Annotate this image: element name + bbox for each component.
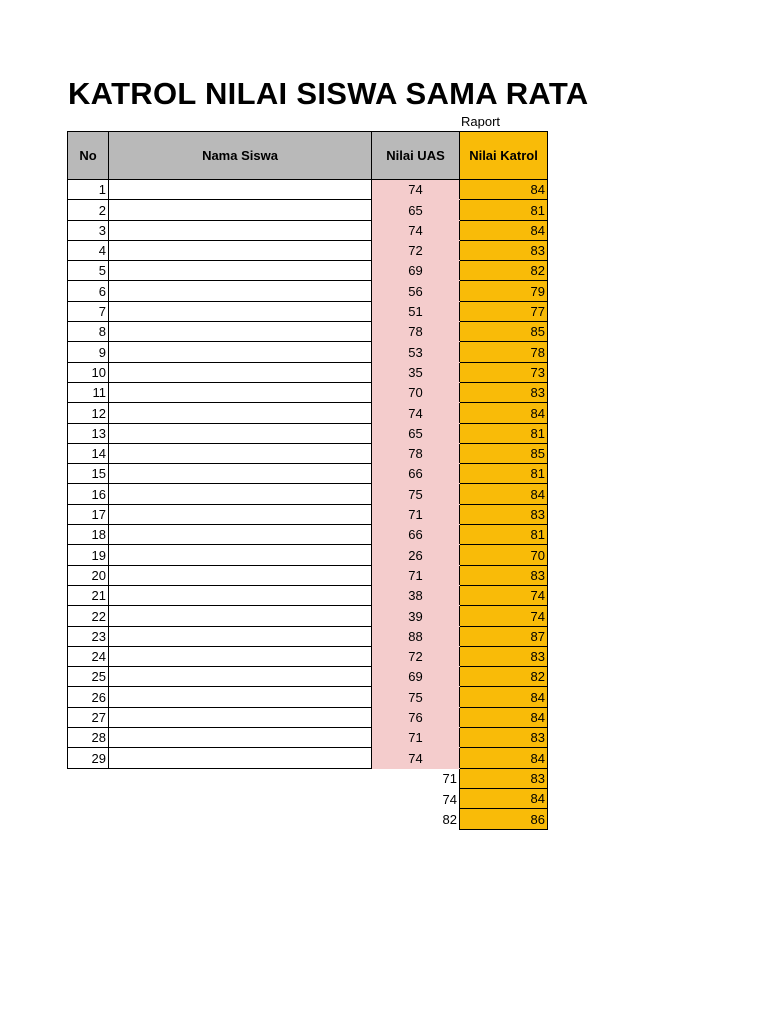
summary-nilai-katrol[interactable]: 84 <box>460 788 548 808</box>
header-nilai-uas[interactable]: Nilai UAS <box>372 132 460 180</box>
cell-nama-siswa[interactable] <box>109 585 372 605</box>
summary-nilai-katrol[interactable]: 83 <box>460 768 548 788</box>
cell-nilai-katrol[interactable]: 82 <box>460 667 548 687</box>
empty-cell[interactable] <box>68 768 109 788</box>
empty-cell[interactable] <box>109 768 372 788</box>
cell-nama-siswa[interactable] <box>109 261 372 281</box>
cell-nilai-katrol[interactable]: 83 <box>460 240 548 260</box>
cell-nama-siswa[interactable] <box>109 707 372 727</box>
table-row <box>68 484 548 504</box>
table-row <box>68 545 548 565</box>
page-title: KATROL NILAI SISWA SAMA RATA <box>68 80 589 106</box>
cell-no[interactable]: 24 <box>68 646 109 666</box>
empty-cell[interactable] <box>109 788 372 808</box>
empty-cell[interactable] <box>68 788 109 808</box>
table-row <box>68 443 548 463</box>
cell-nilai-uas[interactable]: 39 <box>372 606 460 626</box>
cell-no[interactable]: 3 <box>68 220 109 240</box>
table-row <box>68 362 548 382</box>
table-row <box>68 748 548 768</box>
cell-nama-siswa[interactable] <box>109 240 372 260</box>
cell-no[interactable]: 25 <box>68 667 109 687</box>
cell-nilai-katrol[interactable]: 84 <box>460 220 548 240</box>
cell-no[interactable]: 5 <box>68 261 109 281</box>
summary-nilai-uas[interactable]: 74 <box>442 791 457 807</box>
table-row <box>68 200 548 220</box>
table-row <box>68 728 548 748</box>
cell-no[interactable]: 16 <box>68 484 109 504</box>
cell-nilai-uas[interactable]: 56 <box>372 281 460 301</box>
cell-no[interactable]: 10 <box>68 362 109 382</box>
cell-nilai-katrol[interactable]: 81 <box>460 525 548 545</box>
cell-nilai-uas[interactable]: 74 <box>372 220 460 240</box>
summary-row <box>68 809 548 829</box>
summary-nilai-uas[interactable]: 82 <box>442 812 457 827</box>
cell-nilai-katrol[interactable]: 87 <box>460 626 548 646</box>
header-nilai-katrol[interactable]: Nilai Katrol <box>460 132 548 180</box>
cell-nilai-uas[interactable]: 70 <box>372 382 460 402</box>
cell-no[interactable]: 26 <box>68 687 109 707</box>
cell-no[interactable]: 28 <box>68 728 109 748</box>
cell-no[interactable]: 17 <box>68 504 109 524</box>
cell-nilai-uas[interactable]: 88 <box>372 626 460 646</box>
cell-nilai-katrol[interactable]: 82 <box>460 261 548 281</box>
empty-cell[interactable] <box>109 809 372 829</box>
cell-nilai-katrol[interactable]: 83 <box>460 565 548 585</box>
cell-nilai-uas[interactable]: 26 <box>372 545 460 565</box>
cell-no[interactable]: 18 <box>68 525 109 545</box>
cell-nama-siswa[interactable] <box>109 525 372 545</box>
cell-nilai-uas[interactable]: 71 <box>372 728 460 748</box>
table-row <box>68 646 548 666</box>
cell-nilai-uas[interactable]: 78 <box>372 322 460 342</box>
cell-nilai-katrol[interactable]: 74 <box>460 585 548 605</box>
table-row <box>68 525 548 545</box>
cell-nama-siswa[interactable] <box>109 200 372 220</box>
table-row <box>68 606 548 626</box>
cell-nilai-uas[interactable]: 66 <box>372 464 460 484</box>
cell-nilai-katrol[interactable]: 81 <box>460 200 548 220</box>
cell-nilai-katrol[interactable]: 85 <box>460 443 548 463</box>
cell-nama-siswa[interactable] <box>109 606 372 626</box>
cell-nilai-uas[interactable]: 66 <box>372 525 460 545</box>
summary-nilai-uas[interactable]: 71 <box>442 771 457 787</box>
cell-nilai-uas[interactable]: 65 <box>372 200 460 220</box>
cell-no[interactable]: 20 <box>68 565 109 585</box>
table-row <box>68 464 548 484</box>
cell-nilai-katrol[interactable]: 84 <box>460 707 548 727</box>
cell-no[interactable]: 11 <box>68 382 109 402</box>
cell-nilai-uas[interactable]: 69 <box>372 261 460 281</box>
cell-nama-siswa[interactable] <box>109 281 372 301</box>
cell-nilai-uas[interactable]: 74 <box>372 180 460 200</box>
cell-no[interactable]: 15 <box>68 464 109 484</box>
cell-nilai-uas[interactable]: 71 <box>372 565 460 585</box>
cell-nilai-katrol[interactable]: 78 <box>460 342 548 362</box>
table-row <box>68 707 548 727</box>
cell-nilai-katrol[interactable]: 70 <box>460 545 548 565</box>
cell-nilai-katrol[interactable]: 84 <box>460 748 548 768</box>
cell-nama-siswa[interactable] <box>109 687 372 707</box>
cell-nilai-uas[interactable]: 65 <box>372 423 460 443</box>
table-row <box>68 240 548 260</box>
cell-nilai-katrol[interactable]: 73 <box>460 362 548 382</box>
cell-nama-siswa[interactable] <box>109 342 372 362</box>
table-row <box>68 687 548 707</box>
cell-no[interactable]: 27 <box>68 707 109 727</box>
summary-row <box>68 768 548 788</box>
cell-nilai-katrol[interactable]: 79 <box>460 281 548 301</box>
grade-table <box>67 131 548 830</box>
cell-nilai-uas[interactable]: 35 <box>372 362 460 382</box>
title-clip <box>68 80 608 106</box>
cell-no[interactable]: 12 <box>68 403 109 423</box>
header-no[interactable]: No <box>68 132 109 180</box>
cell-no[interactable]: 9 <box>68 342 109 362</box>
cell-nilai-uas[interactable]: 71 <box>372 504 460 524</box>
cell-no[interactable]: 23 <box>68 626 109 646</box>
header-row <box>68 132 548 180</box>
table-row <box>68 565 548 585</box>
cell-nama-siswa[interactable] <box>109 382 372 402</box>
cell-nilai-uas[interactable]: 72 <box>372 646 460 666</box>
cell-nama-siswa[interactable] <box>109 301 372 321</box>
cell-nilai-uas[interactable]: 76 <box>372 707 460 727</box>
cell-no[interactable]: 13 <box>68 423 109 443</box>
summary-row <box>68 788 548 808</box>
summary-nilai-katrol[interactable]: 86 <box>460 809 548 829</box>
table-row <box>68 504 548 524</box>
cell-nilai-uas[interactable]: 69 <box>372 667 460 687</box>
cell-nama-siswa[interactable] <box>109 362 372 382</box>
cell-nama-siswa[interactable] <box>109 443 372 463</box>
table-row <box>68 585 548 605</box>
table-row <box>68 423 548 443</box>
cell-no[interactable]: 14 <box>68 443 109 463</box>
table-row <box>68 180 548 200</box>
cell-no[interactable]: 21 <box>68 585 109 605</box>
header-nama-siswa[interactable]: Nama Siswa <box>109 132 372 180</box>
cell-no[interactable]: 8 <box>68 322 109 342</box>
cell-nilai-uas[interactable]: 53 <box>372 342 460 362</box>
cell-no[interactable]: 7 <box>68 301 109 321</box>
cell-nama-siswa[interactable] <box>109 504 372 524</box>
cell-nama-siswa[interactable] <box>109 748 372 768</box>
cell-nilai-katrol[interactable]: 85 <box>460 322 548 342</box>
cell-no[interactable]: 19 <box>68 545 109 565</box>
cell-nama-siswa[interactable] <box>109 220 372 240</box>
table-row <box>68 322 548 342</box>
table-row <box>68 281 548 301</box>
table-row <box>68 382 548 402</box>
cell-nilai-uas[interactable]: 75 <box>372 484 460 504</box>
cell-nilai-katrol[interactable]: 84 <box>460 403 548 423</box>
table-row <box>68 342 548 362</box>
cell-nilai-katrol[interactable]: 74 <box>460 606 548 626</box>
table-row <box>68 403 548 423</box>
cell-nama-siswa[interactable] <box>109 626 372 646</box>
cell-nama-siswa[interactable] <box>109 646 372 666</box>
cell-nilai-katrol[interactable]: 83 <box>460 382 548 402</box>
raport-label: Raport <box>461 114 501 129</box>
cell-no[interactable]: 4 <box>68 240 109 260</box>
cell-nilai-uas[interactable]: 78 <box>372 443 460 463</box>
cell-nama-siswa[interactable] <box>109 403 372 423</box>
cell-nilai-uas[interactable]: 74 <box>372 403 460 423</box>
table-row <box>68 667 548 687</box>
cell-nama-siswa[interactable] <box>109 728 372 748</box>
cell-nilai-katrol[interactable]: 81 <box>460 423 548 443</box>
cell-nama-siswa[interactable] <box>109 484 372 504</box>
cell-nilai-katrol[interactable]: 84 <box>460 180 548 200</box>
cell-nilai-katrol[interactable]: 84 <box>460 687 548 707</box>
empty-cell[interactable] <box>68 809 109 829</box>
cell-nilai-uas[interactable]: 51 <box>372 301 460 321</box>
cell-nilai-katrol[interactable]: 83 <box>460 646 548 666</box>
cell-nilai-katrol[interactable]: 83 <box>460 504 548 524</box>
cell-no[interactable]: 1 <box>68 180 109 200</box>
cell-no[interactable]: 29 <box>68 748 109 768</box>
cell-no[interactable]: 2 <box>68 200 109 220</box>
table-row <box>68 626 548 646</box>
cell-nama-siswa[interactable] <box>109 322 372 342</box>
table-row <box>68 261 548 281</box>
cell-nama-siswa[interactable] <box>109 423 372 443</box>
cell-no[interactable]: 6 <box>68 281 109 301</box>
cell-nama-siswa[interactable] <box>109 565 372 585</box>
cell-nilai-katrol[interactable]: 77 <box>460 301 548 321</box>
table-row <box>68 220 548 240</box>
table-row <box>68 301 548 321</box>
cell-nama-siswa[interactable] <box>109 545 372 565</box>
cell-nilai-uas[interactable]: 74 <box>372 748 460 768</box>
cell-nilai-uas[interactable]: 38 <box>372 585 460 605</box>
cell-nilai-katrol[interactable]: 83 <box>460 728 548 748</box>
cell-no[interactable]: 22 <box>68 606 109 626</box>
cell-nilai-uas[interactable]: 72 <box>372 240 460 260</box>
cell-nilai-uas[interactable]: 75 <box>372 687 460 707</box>
cell-nama-siswa[interactable] <box>109 667 372 687</box>
cell-nilai-katrol[interactable]: 81 <box>460 464 548 484</box>
cell-nilai-katrol[interactable]: 84 <box>460 484 548 504</box>
cell-nama-siswa[interactable] <box>109 464 372 484</box>
cell-nama-siswa[interactable] <box>109 180 372 200</box>
